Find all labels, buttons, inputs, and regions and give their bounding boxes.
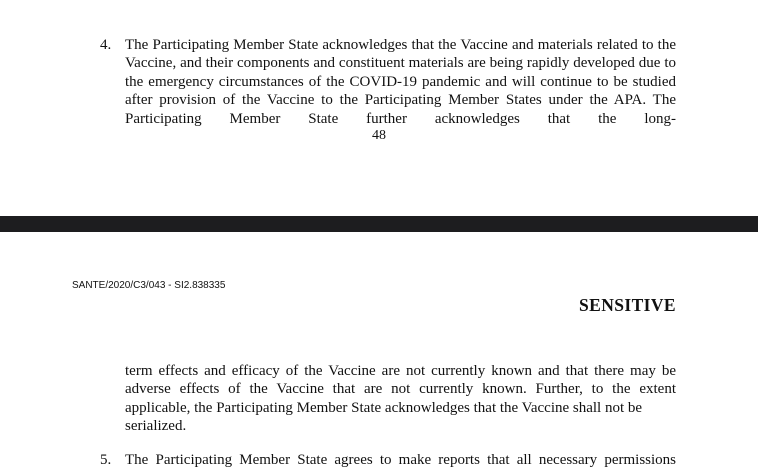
document-reference: SANTE/2020/C3/043 - SI2.838335 [72, 280, 226, 291]
clause-5-partial [100, 452, 676, 468]
continued-last-line: serialized. [125, 418, 187, 435]
clause-text: The Participating Member State agrees to make reports that all necessary permissions [125, 452, 676, 468]
clause-number: 5. [100, 452, 112, 468]
document-page-lower [0, 232, 758, 468]
document-page-upper [0, 0, 758, 216]
clause-text: The Participating Member State acknowledges that the Vaccine and materials related to the Vaccine, and their components and constituent materials are being rapidly developed due to the emergency circumstances of the COVID-19 pandemic and will continue to be studied after provision of the Vaccine to the Participating Member States under the APA. The Participating Member State further acknowledges that the long- [125, 37, 676, 127]
page-number: 48 [372, 128, 386, 143]
page-break-bar [0, 216, 758, 232]
classification-label: SENSITIVE [579, 295, 676, 315]
clause-4-continued [125, 362, 676, 436]
clause-number: 4. [100, 37, 112, 53]
continued-text: term effects and efficacy of the Vaccine are not currently known and that there may be adverse effects of the Vaccine that are not currently known. Further, to the extent applicable, the Participating Member State acknowledges that the Vaccine shall not be [125, 363, 676, 416]
